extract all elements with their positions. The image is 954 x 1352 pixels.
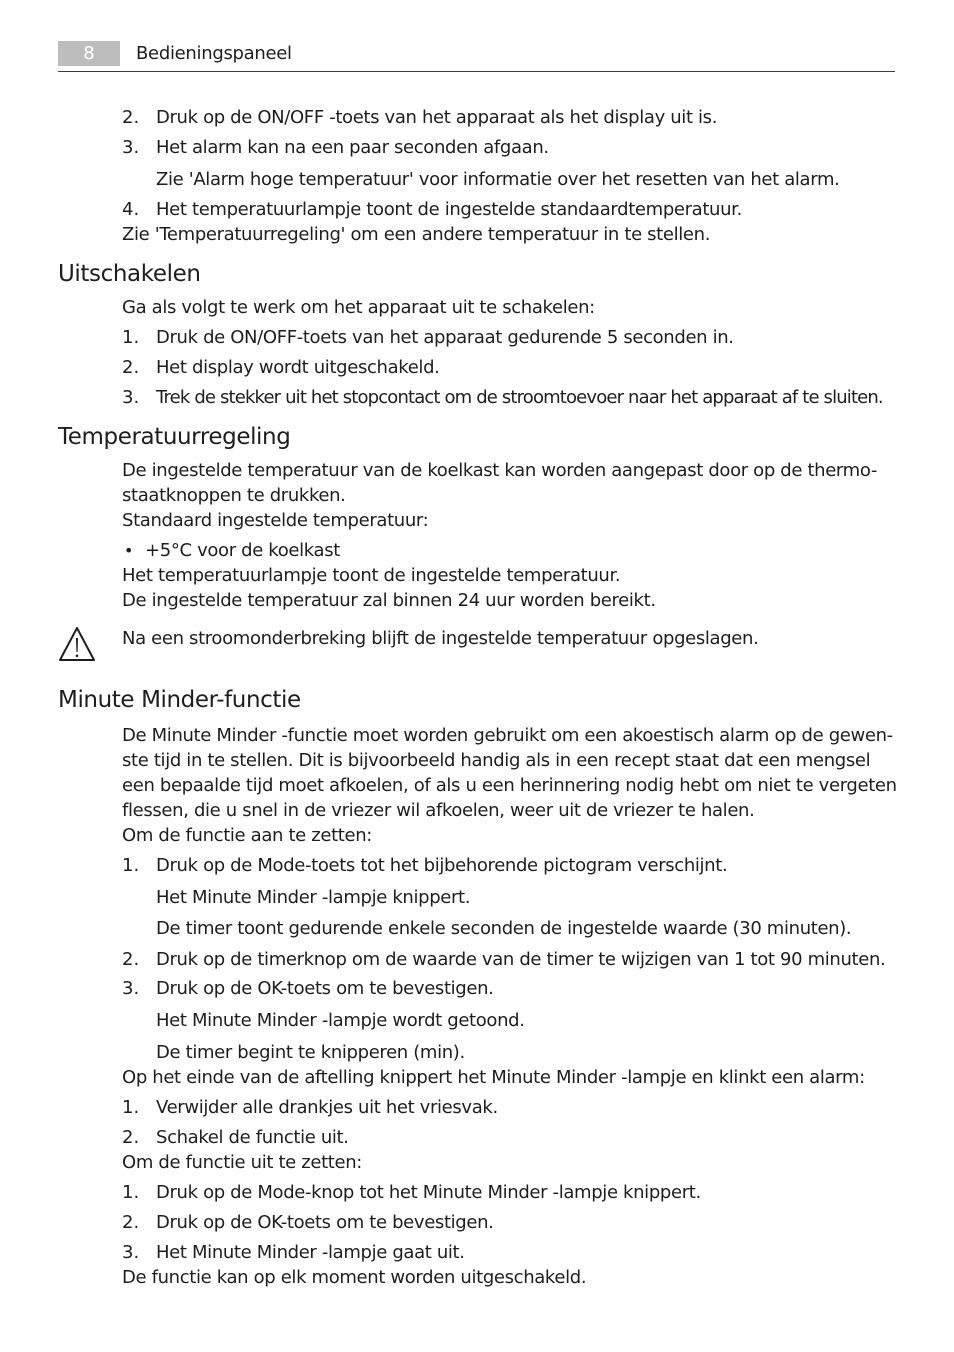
- paragraph: De ingestelde temperatuur zal binnen 24 uur worden bereikt.: [122, 590, 656, 611]
- bullet-text: +5°C voor de koelkast: [145, 540, 340, 561]
- step-text: Verwijder alle drankjes uit het vriesvak.: [156, 1097, 498, 1118]
- step-text: Trek de stekker uit het stopcontact om de stroomtoevoer naar het apparaat af te sluiten.: [156, 387, 883, 408]
- step-number: 1.: [122, 1097, 140, 1118]
- step-subtext: De timer begint te knipperen (min).: [156, 1042, 465, 1063]
- paragraph: De functie kan op elk moment worden uitgeschakeld.: [122, 1267, 587, 1288]
- step-text: Druk op de Mode-toets tot het bijbehorende pictogram verschijnt.: [156, 855, 728, 876]
- step-text: Druk op de ON/OFF -toets van het apparaat als het display uit is.: [156, 107, 718, 128]
- paragraph: ste tijd in te stellen. Dit is bijvoorbeeld handig als in een recept staat dat een mengsel: [122, 750, 871, 771]
- step-number: 3.: [122, 137, 140, 158]
- step-text: Druk op de Mode-knop tot het Minute Minder -lampje knippert.: [156, 1182, 701, 1203]
- step-subtext: Het Minute Minder -lampje wordt getoond.: [156, 1010, 525, 1031]
- step-text: Het temperatuurlampje toont de ingestelde standaardtemperatuur.: [156, 199, 742, 220]
- step-text: Druk op de OK-toets om te bevestigen.: [156, 978, 494, 999]
- header-rule: [58, 71, 895, 72]
- paragraph: De Minute Minder -functie moet worden gebruikt om een akoestisch alarm op de gewen-: [122, 725, 893, 746]
- step-number: 3.: [122, 387, 140, 408]
- step-text: Druk de ON/OFF-toets van het apparaat gedurende 5 seconden in.: [156, 327, 734, 348]
- step-text: Het Minute Minder -lampje gaat uit.: [156, 1242, 465, 1263]
- step-text: Druk op de OK-toets om te bevestigen.: [156, 1212, 494, 1233]
- step-number: 1.: [122, 327, 140, 348]
- step-number: 2.: [122, 1212, 140, 1233]
- step-text: Druk op de timerknop om de waarde van de timer te wijzigen van 1 tot 90 minuten.: [156, 949, 886, 970]
- step-number: 2.: [122, 949, 140, 970]
- heading-temperatuurregeling: Temperatuurregeling: [58, 424, 291, 450]
- paragraph: flessen, die u snel in de vriezer wil afkoelen, weer uit de vriezer te halen.: [122, 800, 755, 821]
- step-number: 2.: [122, 1127, 140, 1148]
- intro-note: Zie 'Temperatuurregeling' om een andere temperatuur in te stellen.: [122, 224, 711, 245]
- paragraph: staatknoppen te drukken.: [122, 485, 346, 506]
- paragraph: Op het einde van de aftelling knippert het Minute Minder -lampje en klinkt een alarm:: [122, 1067, 865, 1088]
- paragraph: een bepaalde tijd moet afkoelen, of als u een herinnering nodig hebt om niet te vergeten: [122, 775, 897, 796]
- step-text: Schakel de functie uit.: [156, 1127, 349, 1148]
- paragraph: Om de functie aan te zetten:: [122, 825, 372, 846]
- step-text: Het alarm kan na een paar seconden afgaan.: [156, 137, 549, 158]
- page-number: 8: [58, 41, 120, 66]
- paragraph: Om de functie uit te zetten:: [122, 1152, 362, 1173]
- step-subtext: De timer toont gedurende enkele seconden de ingestelde waarde (30 minuten).: [156, 918, 852, 939]
- paragraph: Het temperatuurlampje toont de ingestelde temperatuur.: [122, 565, 621, 586]
- warning-text: Na een stroomonderbreking blijft de ingestelde temperatuur opgeslagen.: [122, 628, 759, 649]
- step-number: 3.: [122, 978, 140, 999]
- step-number: 3.: [122, 1242, 140, 1263]
- step-number: 1.: [122, 855, 140, 876]
- bullet-dot: •: [124, 541, 134, 560]
- heading-uitschakelen: Uitschakelen: [58, 261, 201, 287]
- step-text: Het display wordt uitgeschakeld.: [156, 357, 440, 378]
- step-subtext: Zie 'Alarm hoge temperatuur' voor informatie over het resetten van het alarm.: [156, 169, 840, 190]
- step-number: 2.: [122, 357, 140, 378]
- step-number: 1.: [122, 1182, 140, 1203]
- paragraph: De ingestelde temperatuur van de koelkast kan worden aangepast door op de thermo-: [122, 460, 877, 481]
- step-number: 4.: [122, 199, 140, 220]
- warning-triangle-icon: [58, 626, 96, 662]
- heading-minute-minder: Minute Minder-functie: [58, 687, 301, 713]
- paragraph: Standaard ingestelde temperatuur:: [122, 510, 429, 531]
- section-label: Bedieningspaneel: [136, 43, 292, 64]
- paragraph: Ga als volgt te werk om het apparaat uit te schakelen:: [122, 297, 595, 318]
- step-number: 2.: [122, 107, 140, 128]
- step-subtext: Het Minute Minder -lampje knippert.: [156, 887, 471, 908]
